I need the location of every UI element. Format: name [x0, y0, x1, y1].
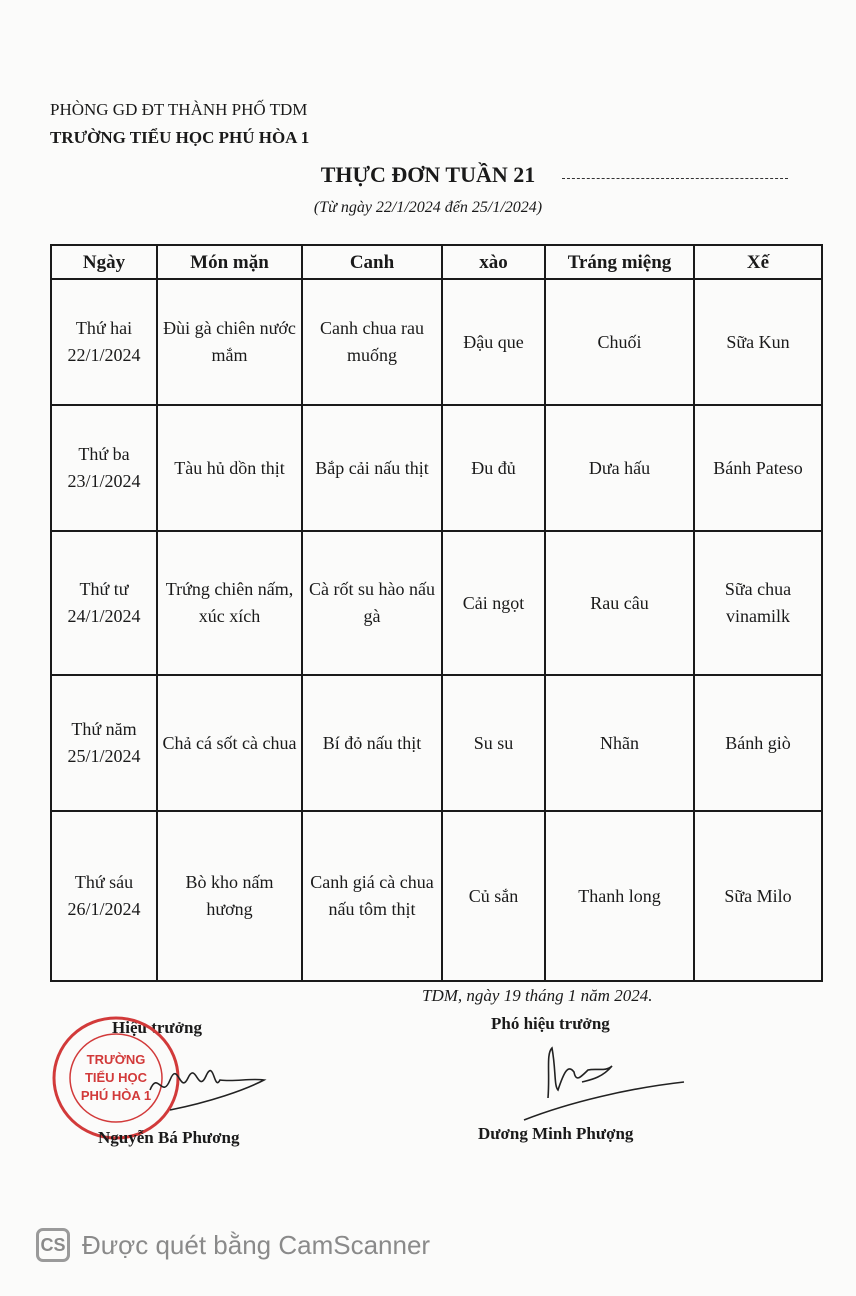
- svg-text:TIỂU HỌC: TIỂU HỌC: [84, 1070, 148, 1085]
- header-day: Ngày: [51, 245, 157, 279]
- principal-name: Nguyễn Bá Phương: [98, 1128, 240, 1147]
- table-row: [51, 675, 822, 811]
- menu-date-range: (Từ ngày 22/1/2024 đến 25/1/2024): [313, 199, 543, 216]
- signing-date: TDM, ngày 19 tháng 1 năm 2024.: [422, 986, 653, 1005]
- stir-fry-cell: Đu đủ: [442, 405, 545, 531]
- header-snack: Xế: [694, 245, 822, 279]
- dessert-cell: Rau câu: [545, 531, 694, 675]
- day-cell: Thứ tư 24/1/2024: [51, 531, 157, 675]
- stir-fry-cell: Củ sắn: [442, 811, 545, 981]
- principal-title: Hiệu trưởng: [112, 1018, 202, 1037]
- vice-principal-signature-icon: [510, 1042, 690, 1126]
- soup-cell: Canh giá cà chua nấu tôm thịt: [302, 811, 442, 981]
- main-dish-cell: Trứng chiên nấm, xúc xích: [157, 531, 302, 675]
- snack-cell: Sữa chua vinamilk: [694, 531, 822, 675]
- snack-cell: Bánh Pateso: [694, 405, 822, 531]
- vice-principal-name: Dương Minh Phượng: [478, 1124, 634, 1143]
- dessert-cell: Dưa hấu: [545, 405, 694, 531]
- day-cell: Thứ năm 25/1/2024: [51, 675, 157, 811]
- document-header: [50, 96, 309, 152]
- snack-cell: Sữa Kun: [694, 279, 822, 405]
- day-cell: Thứ ba 23/1/2024: [51, 405, 157, 531]
- day-cell: Thứ hai 22/1/2024: [51, 279, 157, 405]
- table-row: [51, 405, 822, 531]
- soup-cell: Canh chua rau muống: [302, 279, 442, 405]
- header-main-dish: Món mặn: [157, 245, 302, 279]
- stir-fry-cell: Cải ngọt: [442, 531, 545, 675]
- main-dish-cell: Bò kho nấm hương: [157, 811, 302, 981]
- soup-cell: Bí đỏ nấu thịt: [302, 675, 442, 811]
- menu-title-text: THỰC ĐƠN TUẦN 21: [320, 162, 536, 187]
- department-name: PHÒNG GD ĐT THÀNH PHỐ TDM: [50, 100, 308, 119]
- dessert-cell: Chuối: [545, 279, 694, 405]
- vice-principal-title: Phó hiệu trưởng: [491, 1014, 610, 1033]
- stir-fry-cell: Đậu que: [442, 279, 545, 405]
- header-dessert: Tráng miệng: [545, 245, 694, 279]
- soup-cell: Cà rốt su hào nấu gà: [302, 531, 442, 675]
- snack-cell: Bánh giò: [694, 675, 822, 811]
- camscanner-watermark: [36, 1228, 430, 1262]
- title-dashed-line: [562, 178, 788, 179]
- snack-cell: Sữa Milo: [694, 811, 822, 981]
- menu-title: [0, 162, 856, 188]
- dessert-cell: Nhãn: [545, 675, 694, 811]
- svg-text:TRƯỜNG: TRƯỜNG: [86, 1052, 146, 1067]
- weekly-menu-table: [50, 244, 823, 982]
- soup-cell: Bắp cải nấu thịt: [302, 405, 442, 531]
- watermark-text: Được quét bằng CamScanner: [82, 1229, 431, 1260]
- main-dish-cell: Đùi gà chiên nước mắm: [157, 279, 302, 405]
- camscanner-logo-icon: CS: [36, 1228, 70, 1262]
- school-name: TRƯỜNG TIỂU HỌC PHÚ HÒA 1: [50, 128, 310, 147]
- svg-text:PHÚ HÒA 1: PHÚ HÒA 1: [80, 1088, 152, 1103]
- stir-fry-cell: Su su: [442, 675, 545, 811]
- table-row: [51, 531, 822, 675]
- table-header-row: [51, 245, 822, 279]
- header-stir-fry: xào: [442, 245, 545, 279]
- main-dish-cell: Tàu hủ dồn thịt: [157, 405, 302, 531]
- day-cell: Thứ sáu 26/1/2024: [51, 811, 157, 981]
- table-row: [51, 811, 822, 981]
- dessert-cell: Thanh long: [545, 811, 694, 981]
- principal-signature-icon: [140, 1060, 270, 1120]
- main-dish-cell: Chả cá sốt cà chua: [157, 675, 302, 811]
- header-soup: Canh: [302, 245, 442, 279]
- table-row: [51, 279, 822, 405]
